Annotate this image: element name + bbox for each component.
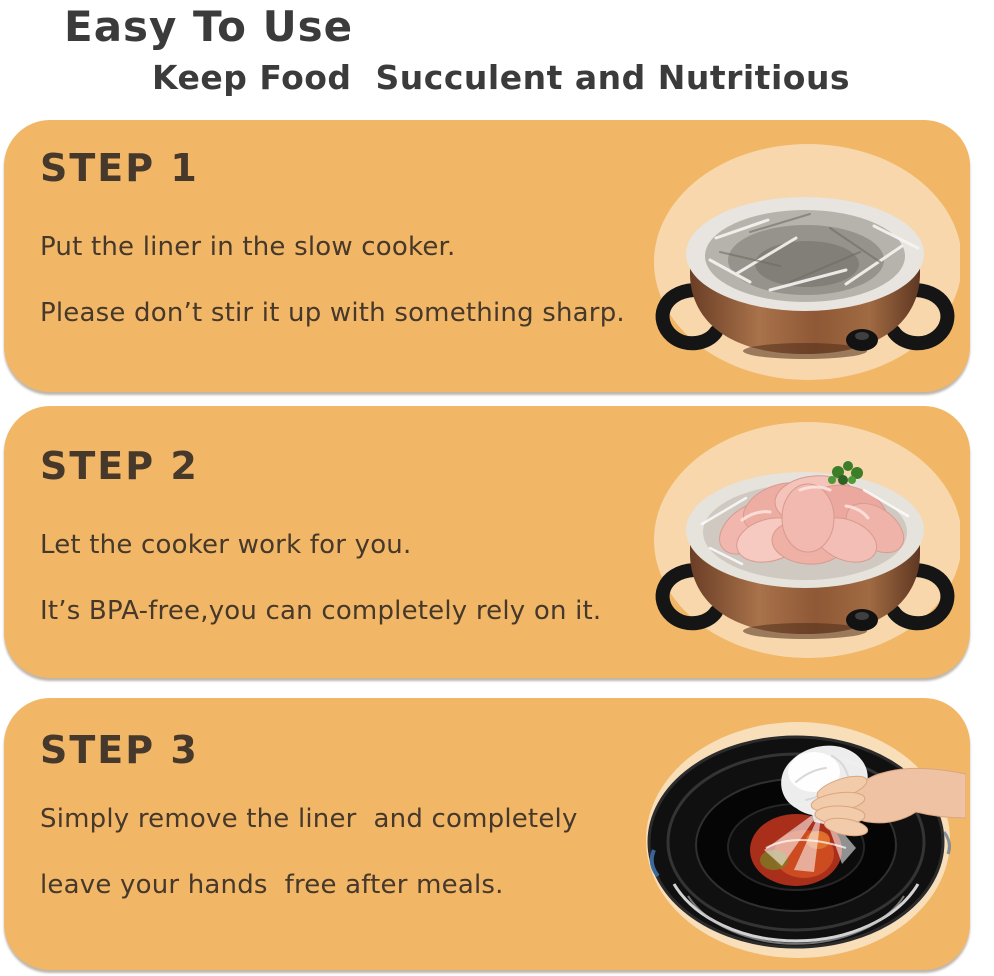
step-1-line-2: Please don’t stir it up with something sharp. (40, 298, 625, 328)
step-3-panel (4, 698, 970, 970)
step-1-panel (4, 120, 970, 392)
step-2-line-2: It’s BPA-free,you can completely rely on it. (40, 596, 602, 626)
pot-knob (846, 329, 878, 351)
step-1-line-1: Put the liner in the slow cooker. (40, 232, 456, 262)
step-1-label: STEP 1 (40, 146, 199, 190)
step-2-panel (4, 406, 970, 678)
slow-cooker-liner-illustration (650, 142, 960, 392)
page-title: Easy To Use (64, 2, 354, 51)
hand-removing-filled-liner-photo (646, 712, 966, 962)
pot-knob (846, 609, 878, 631)
liner-removal-illustration (646, 712, 966, 962)
slow-cooker-chicken-illustration (650, 416, 960, 674)
step-3-line-2: leave your hands free after meals. (40, 870, 504, 900)
page-subtitle: Keep Food Succulent and Nutritious (152, 58, 851, 97)
step-2-line-1: Let the cooker work for you. (40, 530, 412, 560)
slow-cooker-with-liner-photo (650, 142, 960, 392)
step-3-line-1: Simply remove the liner and completely (40, 804, 578, 834)
plastic-liner (686, 197, 924, 311)
slow-cooker-with-raw-chicken-photo (650, 416, 960, 674)
step-2-label: STEP 2 (40, 444, 199, 488)
step-3-label: STEP 3 (40, 728, 199, 772)
